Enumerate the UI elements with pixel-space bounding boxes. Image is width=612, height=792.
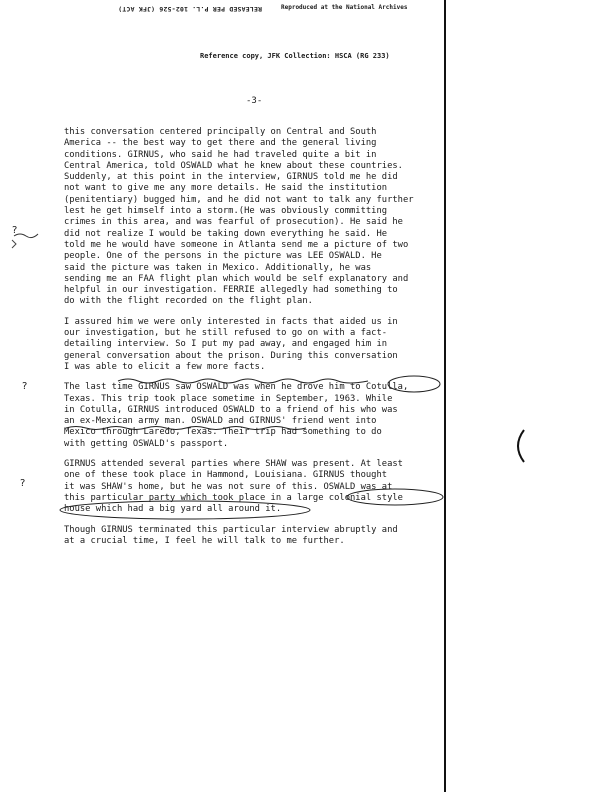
- paragraph-2: I assured him we were only interested in facts that aided us in our investigation, but he still refused to go on with a fact- detailing interview. So I put my pad away, and engaged him in general conversation about the prison. During this conversation I was able to elicit a few more facts.: [64, 316, 398, 372]
- paragraph-1: this conversation centered principally on Central and South America -- the best way to get there and the general living conditions. GIRNUS, who said he had traveled quite a bit in Central America, told OSWALD what he knew about these countries. Suddenly, at this point in the interview, GIRNUS told me he did not want to give me any more details. He said the institution (penitentiary) bugged him, and he did not want to talk any further lest he get himself into a storm.(He was obviously committing crimes in this area, and was fearful of prosecution). He said he did not realize I would be taking down everything he said. He told me he would have someone in Atlanta send me a picture of two people. One of the persons in the picture was LEE OSWALD. He said the picture was taken in Mexico. Additionally, he was sending me an FAA flight plan which would be self explanatory and helpful in our investigation. FERRIE allegedly had something to do with the flight recorded on the flight plan.: [64, 127, 414, 307]
- margin-tick: [12, 240, 16, 248]
- paragraph-3: The last time GIRNUS saw OSWALD was when he drove him to Cotulla, Texas. This trip took place sometime in September, 1963. While in Cotulla, GIRNUS introduced OSWALD to a friend of his who was an ex-Mexican army man. OSWALD and GIRNUS' friend went into Mexico through Laredo, Texas. Their trip had something to do with getting OSWALD's passport.: [64, 382, 409, 449]
- circle-cotulla: [388, 376, 440, 392]
- handwritten-mark-3: ?: [20, 478, 26, 489]
- release-stamp: RELEASED PER P.L. 102-526 (JFK ACT): [118, 5, 262, 13]
- squiggle-mark: [14, 234, 38, 238]
- handwritten-mark-2: ?: [22, 381, 28, 392]
- page-number: -3-: [246, 96, 263, 106]
- paragraph-5: Though GIRNUS terminated this particular interview abruptly and at a crucial time, I feel he will talk to me further.: [64, 524, 398, 546]
- circle-house-phrase: [60, 501, 310, 519]
- circle-colonial-phrase: [347, 489, 443, 505]
- underline-scribble-2: [66, 427, 306, 430]
- underline-scribble-1: [118, 379, 368, 383]
- reference-copy-line: Reference copy, JFK Collection: HSCA (RG 233): [200, 52, 390, 60]
- handwritten-mark-1: ?: [12, 225, 18, 236]
- archives-stamp: Reproduced at the National Archives: [281, 4, 408, 11]
- paragraph-4: GIRNUS attended several parties where SHAW was present. At least one of these took place in Hammond, Louisiana. GIRNUS thought it was SHAW's home, but he was not sure of this. OSWALD was at this particular party which took place in a large colonial style house which had a big yard all around it.: [64, 459, 403, 515]
- right-margin-bracket: [518, 430, 524, 462]
